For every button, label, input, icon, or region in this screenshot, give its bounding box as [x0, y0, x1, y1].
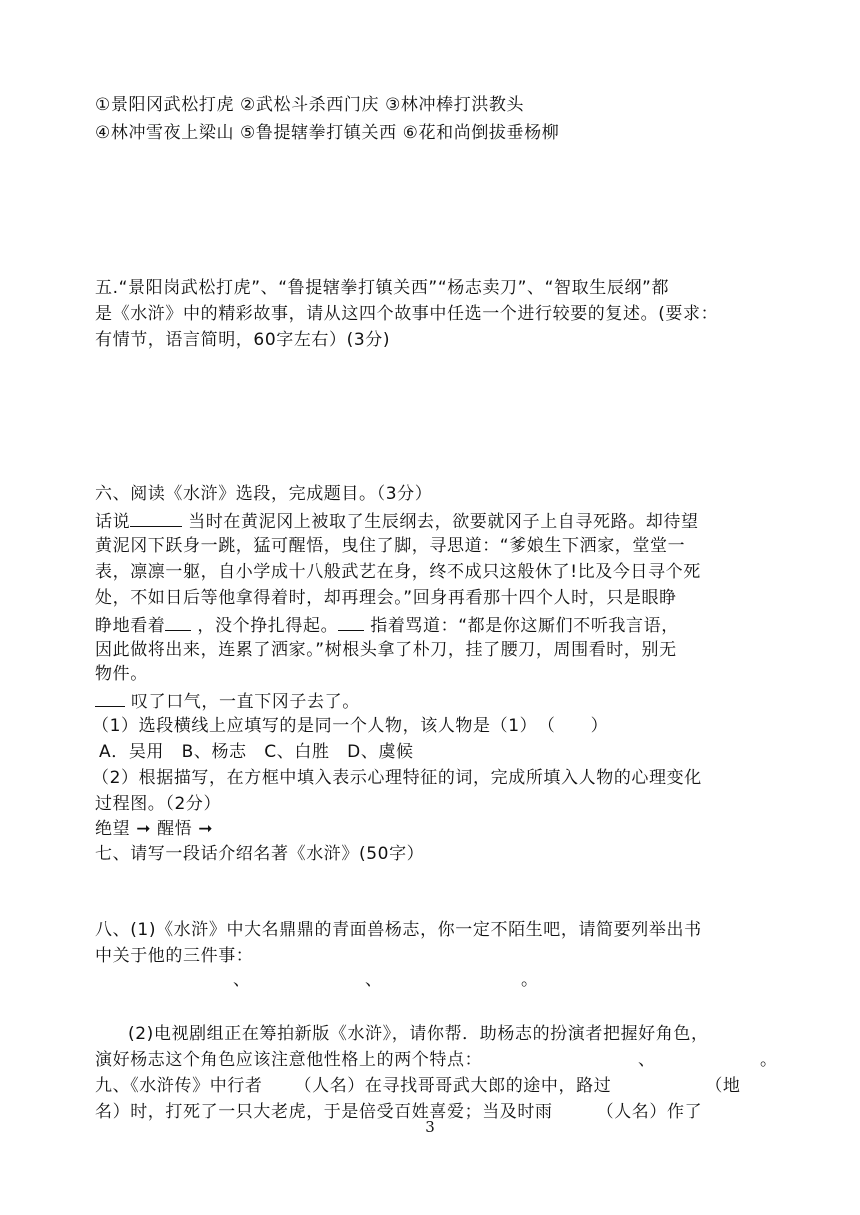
q6-passage-line-5 — [95, 612, 679, 639]
flow-step-awaken: 醒悟 — [157, 819, 193, 839]
q8-end-mark: 。 — [521, 970, 539, 990]
q5-line-1: 五.“景阳岗武松打虎”、“鲁提辖拳打镇关西”“杨志卖刀”、“智取生辰纲”都 — [95, 278, 670, 298]
q6-sub-question-1: （1）选段横线上应填写的是同一个人物，该人物是（1） （ ） — [92, 716, 609, 736]
q7-prompt: 七、请写一段话介绍名著《水浒》(50字） — [95, 844, 425, 864]
answer-blank[interactable] — [165, 612, 191, 631]
q8-separator-1: 、 — [233, 970, 251, 990]
q6-p1-start: 话说 — [95, 512, 131, 532]
page-number: 3 — [425, 1118, 435, 1136]
q6-passage-line-4: 处，不如日后等他拿得着时，却再理会。”回身再看那十四个人时，只是眼睁 — [95, 588, 677, 608]
q8-separator-3: 、 — [638, 1050, 656, 1070]
q9-line-1 — [95, 1074, 741, 1099]
q9-text-1b: （人名）在寻找哥哥武大郎的途中，路过 — [294, 1076, 612, 1096]
q6-passage-line-2: 黄泥冈下跃身一跳，猛可醒悟，曳住了脚，寻思道：“爹娘生下洒家，堂堂一 — [95, 536, 686, 556]
q6-p5-mid: ，没个挣扎得起。 — [191, 616, 339, 636]
q6-sub-question-2-line-2: 过程图。（2分） — [95, 794, 222, 814]
q6-passage-line-1 — [95, 508, 699, 535]
flow-step-despair: 绝望 — [95, 819, 131, 839]
q6-sub-question-2-line-1: （2）根据描写，在方框中填入表示心理特征的词，完成所填入人物的心理变化 — [92, 768, 702, 788]
q5-line-3: 有情节，语言简明，60字左右）(3分) — [95, 330, 391, 350]
q6-options: A．吴用 B、杨志 C、白胜 D、虞候 — [99, 742, 414, 762]
arrow-right-icon: ➞ — [136, 819, 152, 839]
q8-line-1: 八、(1)《水浒》中大名鼎鼎的青面兽杨志，你一定不陌生吧，请简要列举出书 — [95, 920, 702, 940]
q8-line-2: 中关于他的三件事： — [95, 946, 254, 966]
arrow-right-icon: ➞ — [198, 819, 214, 839]
answer-blank[interactable] — [130, 508, 182, 527]
q9-text-1a: 九、《水浒传》中行者 — [95, 1076, 263, 1096]
q6-p5-rest: 指着骂道：“都是你这厮们不听我言语， — [364, 616, 679, 636]
q6-passage-line-8 — [95, 688, 360, 715]
q8-line-4: (2)电视剧组正在筹拍新版《水浒》，请你帮．助杨志的扮演者把握好角色， — [128, 1024, 709, 1044]
q5-line-2: 是《水浒》中的精彩故事，请从这四个故事中任选一个进行较要的复述。(要求： — [95, 304, 719, 324]
q8-line-5: 演好杨志这个角色应该注意他性格上的两个特点： — [95, 1050, 483, 1070]
q6-p1-rest: 当时在黄泥冈上被取了生辰纲去，欲要就冈子上自寻死路。却待望 — [182, 512, 699, 532]
q9-text-2b: （人名）作了 — [596, 1102, 703, 1122]
flow-diagram — [95, 817, 219, 842]
q6-p8-rest: 叹了口气，一直下冈子去了。 — [125, 692, 360, 712]
story-list-line-1: ①景阳冈武松打虎 ②武松斗杀西门庆 ③林冲棒打洪教头 — [95, 95, 525, 115]
q8-end-mark-2: 。 — [760, 1050, 778, 1070]
q9-text-2a: 名）时，打死了一只大老虎，于是倍受百姓喜爱；当及时雨 — [95, 1102, 553, 1122]
answer-blank[interactable] — [338, 612, 364, 631]
q6-passage-line-3: 表，凛凛一躯，自小学成十八般武艺在身，终不成只这般休了!比及今日寻个死 — [95, 562, 701, 582]
answer-blank[interactable] — [95, 688, 125, 707]
q6-p5-start: 睁地看着 — [95, 616, 166, 636]
story-list-line-2: ④林冲雪夜上梁山 ⑤鲁提辖拳打镇关西 ⑥花和尚倒拔垂杨柳 — [95, 123, 560, 143]
q6-passage-line-7: 物件。 — [95, 664, 148, 684]
q9-text-1c: （地 — [705, 1076, 741, 1096]
q6-passage-line-6: 因此做将出来，连累了洒家。”树根头拿了朴刀，挂了腰刀，周围看时，别无 — [95, 640, 677, 660]
q6-title: 六、阅读《水浒》选段，完成题目。（3分） — [95, 484, 433, 504]
q8-separator-2: 、 — [365, 970, 383, 990]
